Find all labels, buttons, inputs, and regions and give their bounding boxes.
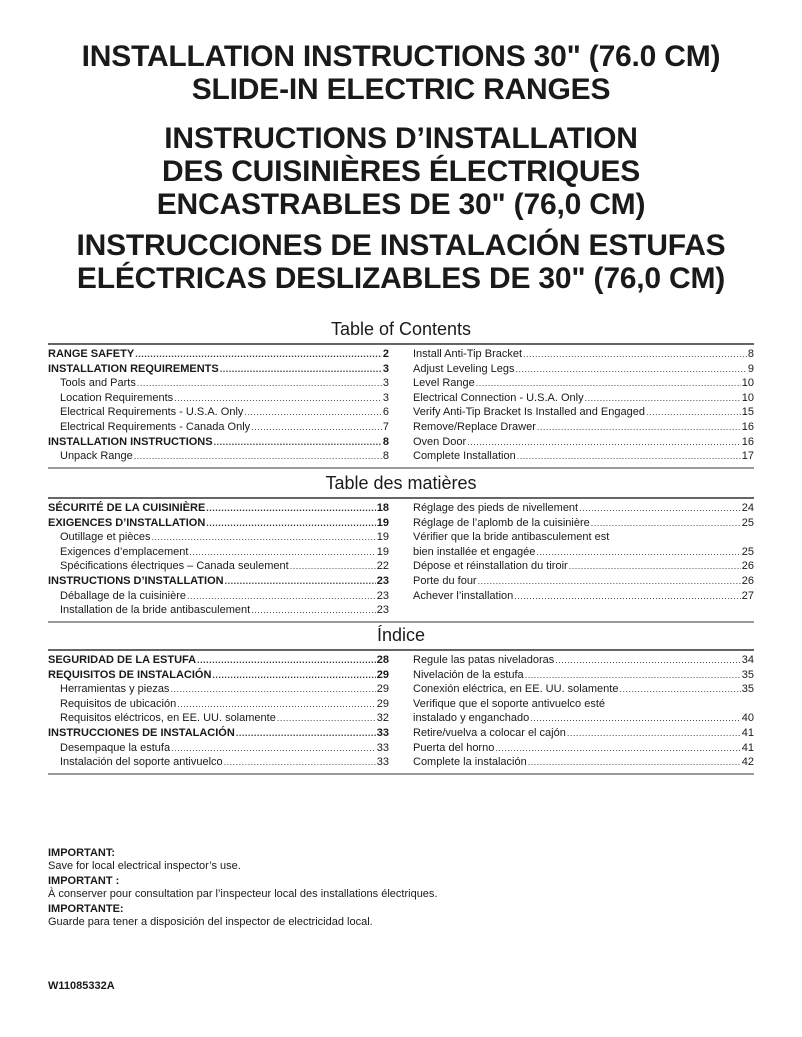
toc-entry[interactable] bbox=[413, 574, 754, 589]
toc-right-column bbox=[413, 347, 754, 464]
dot-leader bbox=[525, 668, 741, 683]
toc-entry[interactable] bbox=[413, 741, 754, 756]
toc-entry[interactable] bbox=[48, 668, 389, 683]
dot-leader bbox=[236, 726, 376, 741]
toc-entry-title: Retire/vuelva a colocar el cajón bbox=[413, 726, 566, 739]
toc-heading: Table des matières bbox=[325, 473, 477, 493]
toc-entry[interactable] bbox=[48, 755, 389, 770]
toc-page-number: 23 bbox=[376, 574, 389, 587]
toc-page-number: 29 bbox=[376, 668, 389, 681]
toc-page-number: 28 bbox=[376, 654, 389, 666]
toc-entry[interactable] bbox=[413, 420, 754, 435]
dot-leader bbox=[567, 726, 741, 741]
dot-leader bbox=[212, 668, 375, 683]
toc-entry-title: Complete la instalación bbox=[413, 756, 527, 769]
dot-leader bbox=[646, 405, 741, 420]
toc-english bbox=[48, 318, 754, 469]
toc-entry[interactable] bbox=[413, 405, 754, 420]
toc-left-column bbox=[48, 653, 389, 770]
toc-entry[interactable] bbox=[48, 420, 389, 435]
dot-leader bbox=[528, 755, 741, 770]
toc-entry[interactable] bbox=[48, 682, 389, 697]
toc-page-number: 8 bbox=[382, 450, 389, 463]
dot-leader bbox=[495, 741, 740, 756]
dot-leader bbox=[170, 682, 375, 697]
toc-divider bbox=[48, 467, 754, 469]
toc-page-number: 3 bbox=[382, 362, 389, 375]
toc-entry[interactable] bbox=[413, 347, 754, 362]
dot-leader bbox=[478, 574, 741, 589]
toc-entry[interactable] bbox=[413, 682, 754, 697]
toc-entry-title: SEGURIDAD DE LA ESTUFA bbox=[48, 654, 197, 666]
toc-entry-title: Conexión eléctrica, en EE. UU. solamente bbox=[413, 683, 619, 696]
toc-entry[interactable] bbox=[48, 530, 389, 545]
toc-entry[interactable] bbox=[413, 449, 754, 464]
toc-entry[interactable] bbox=[413, 589, 754, 604]
toc-page-number: 42 bbox=[741, 756, 754, 769]
toc-entry[interactable] bbox=[48, 741, 389, 756]
title-line: INSTRUCCIONES DE INSTALACIÓN ESTUFAS bbox=[76, 229, 726, 262]
toc-page-number: 24 bbox=[741, 502, 754, 514]
toc-entry-title: Exigences d’emplacement bbox=[60, 545, 189, 558]
toc-page-number: 3 bbox=[382, 377, 389, 390]
toc-page-number: 35 bbox=[741, 683, 754, 696]
toc-entry-title: Instalación del soporte antivuelco bbox=[60, 756, 223, 769]
toc-entry-title: SÉCURITÉ DE LA CUISINIÈRE bbox=[48, 502, 206, 514]
toc-entry-title: Installation de la bride antibasculement bbox=[60, 604, 251, 617]
toc-entry[interactable] bbox=[413, 516, 754, 531]
dot-leader bbox=[177, 697, 376, 712]
dot-leader bbox=[476, 376, 741, 391]
toc-page-number: 41 bbox=[741, 726, 754, 739]
toc-entry-title: Oven Door bbox=[413, 435, 467, 448]
toc-page-number: 19 bbox=[376, 531, 389, 544]
toc-entry-line: Vérifier que la bride antibasculement est bbox=[413, 531, 610, 544]
note-label: IMPORTANTE: bbox=[48, 903, 124, 915]
title-line: ENCASTRABLES DE 30" (76,0 CM) bbox=[156, 188, 646, 221]
toc-entry-title: Réglage des pieds de nivellement bbox=[413, 502, 579, 514]
dot-leader bbox=[174, 391, 382, 406]
dot-leader bbox=[569, 559, 741, 574]
toc-page-number: 25 bbox=[741, 545, 754, 558]
toc-entry[interactable] bbox=[48, 653, 389, 668]
toc-page-number: 10 bbox=[741, 377, 754, 390]
dot-leader bbox=[225, 574, 376, 589]
toc-page-number: 25 bbox=[741, 516, 754, 529]
dot-leader bbox=[251, 420, 382, 435]
toc-entry[interactable] bbox=[48, 589, 389, 604]
note-text: À conserver pour consultation par l’inspecteur local des installations électriques. bbox=[48, 888, 438, 900]
toc-page-number: 27 bbox=[741, 589, 754, 602]
toc-entry[interactable] bbox=[413, 726, 754, 741]
dot-leader bbox=[137, 376, 382, 391]
toc-entry-title: Déballage de la cuisinière bbox=[60, 589, 186, 602]
dot-leader bbox=[523, 347, 747, 362]
toc-page-number: 32 bbox=[376, 712, 389, 725]
toc-page-number: 7 bbox=[382, 420, 389, 433]
dot-leader bbox=[530, 711, 741, 726]
toc-entry[interactable] bbox=[48, 559, 389, 574]
dot-leader bbox=[251, 603, 376, 618]
toc-entry[interactable] bbox=[413, 545, 754, 560]
toc-entry-title: Regule las patas niveladoras bbox=[413, 654, 555, 666]
toc-entry[interactable] bbox=[48, 603, 389, 618]
dot-leader bbox=[277, 711, 376, 726]
dot-leader bbox=[467, 435, 741, 450]
toc-page-number: 2 bbox=[382, 348, 389, 360]
note-label: IMPORTANT: bbox=[48, 847, 116, 859]
dot-leader bbox=[514, 589, 740, 604]
toc-left-column bbox=[48, 501, 389, 618]
toc-page-number: 23 bbox=[376, 604, 389, 617]
toc-divider bbox=[48, 773, 754, 775]
toc-entry-title: Adjust Leveling Legs bbox=[413, 362, 515, 375]
part-number: W11085332A bbox=[48, 980, 115, 992]
toc-entry-title: Herramientas y piezas bbox=[60, 683, 170, 696]
toc-page-number: 22 bbox=[376, 560, 389, 573]
toc-page-number: 15 bbox=[741, 406, 754, 419]
toc-entry-title: Electrical Requirements - U.S.A. Only bbox=[60, 406, 244, 419]
toc-page-number: 41 bbox=[741, 741, 754, 754]
toc-page-number: 18 bbox=[376, 502, 389, 514]
toc-entry[interactable] bbox=[413, 559, 754, 574]
dot-leader bbox=[206, 501, 375, 516]
toc-entry[interactable] bbox=[413, 668, 754, 683]
toc-page-number: 8 bbox=[382, 435, 389, 448]
toc-entry[interactable] bbox=[413, 362, 754, 377]
toc-entry-title: Unpack Range bbox=[60, 450, 133, 463]
toc-entry[interactable] bbox=[413, 391, 754, 406]
toc-entry-title: Desempaque la estufa bbox=[60, 741, 171, 754]
toc-entry[interactable] bbox=[48, 501, 389, 516]
toc-page-number: 23 bbox=[376, 589, 389, 602]
toc-page-number: 3 bbox=[382, 391, 389, 404]
dot-leader bbox=[585, 391, 741, 406]
dot-leader bbox=[214, 435, 382, 450]
toc-entry-title: INSTALLATION REQUIREMENTS bbox=[48, 362, 219, 375]
toc-entry[interactable] bbox=[48, 726, 389, 741]
toc-entry[interactable] bbox=[413, 435, 754, 450]
toc-entry-title: RANGE SAFETY bbox=[48, 348, 135, 360]
toc-entry-title: bien installée et engagée bbox=[413, 545, 536, 558]
toc-spanish bbox=[48, 624, 754, 775]
toc-page-number: 40 bbox=[741, 712, 754, 725]
toc-entry[interactable] bbox=[48, 574, 389, 589]
toc-entry[interactable] bbox=[48, 362, 389, 377]
toc-entry-title: Verify Anti-Tip Bracket Is Installed and Engaged bbox=[413, 406, 645, 419]
toc-entry[interactable] bbox=[48, 449, 389, 464]
toc-entry-title: Porte du four bbox=[413, 574, 477, 587]
toc-entry[interactable] bbox=[48, 391, 389, 406]
title-english bbox=[0, 40, 802, 106]
dot-leader bbox=[135, 347, 382, 362]
toc-entry-title: INSTALLATION INSTRUCTIONS bbox=[48, 435, 213, 448]
dot-leader bbox=[579, 501, 741, 516]
toc-page-number: 26 bbox=[741, 560, 754, 573]
toc-page-number: 19 bbox=[376, 545, 389, 558]
dot-leader bbox=[591, 516, 741, 531]
toc-entry[interactable] bbox=[48, 516, 389, 531]
note-text: Guarde para tener a disposición del inspector de electricidad local. bbox=[48, 916, 373, 928]
toc-page-number: 33 bbox=[376, 741, 389, 754]
toc-entry[interactable] bbox=[48, 545, 389, 560]
toc-entry-title: Outillage et pièces bbox=[60, 531, 151, 544]
toc-entry-title: EXIGENCES D’INSTALLATION bbox=[48, 516, 206, 529]
toc-entry-title: Requisitos de ubicación bbox=[60, 697, 177, 710]
toc-entry[interactable] bbox=[48, 697, 389, 712]
dot-leader bbox=[555, 653, 740, 668]
toc-entry-title: Electrical Connection - U.S.A. Only bbox=[413, 391, 584, 404]
toc-page-number: 33 bbox=[376, 756, 389, 769]
dot-leader bbox=[134, 449, 382, 464]
toc-entry-title: instalado y enganchado bbox=[413, 712, 530, 725]
toc-page-number: 17 bbox=[741, 450, 754, 463]
title-french bbox=[0, 122, 802, 221]
toc-page-number: 35 bbox=[741, 668, 754, 681]
toc-entry[interactable] bbox=[48, 711, 389, 726]
toc-right-column bbox=[413, 653, 754, 770]
toc-entry[interactable] bbox=[413, 711, 754, 726]
important-notes bbox=[48, 847, 438, 929]
toc-entry-title: Réglage de l’aplomb de la cuisinière bbox=[413, 516, 590, 529]
toc-entry-title: Spécifications électriques – Canada seulement bbox=[60, 560, 289, 573]
toc-page-number: 9 bbox=[747, 362, 754, 375]
toc-right-column bbox=[413, 501, 754, 618]
toc-entry[interactable] bbox=[413, 501, 754, 516]
dot-leader bbox=[516, 362, 747, 377]
toc-entry[interactable] bbox=[48, 405, 389, 420]
toc-entry-title: Requisitos eléctricos, en EE. UU. solamente bbox=[60, 712, 276, 725]
toc-page-number: 16 bbox=[741, 420, 754, 433]
toc-entry-title: REQUISITOS DE INSTALACIÓN bbox=[48, 668, 212, 681]
toc-heading: Índice bbox=[376, 625, 426, 645]
toc-entry-title: Level Range bbox=[413, 377, 475, 390]
dot-leader bbox=[290, 559, 376, 574]
toc-heading: Table of Contents bbox=[330, 319, 472, 339]
toc-page-number: 29 bbox=[376, 697, 389, 710]
dot-leader bbox=[224, 755, 376, 770]
toc-page-number: 16 bbox=[741, 435, 754, 448]
toc-page-number: 8 bbox=[747, 348, 754, 360]
toc-entry-title: Puerta del horno bbox=[413, 741, 495, 754]
dot-leader bbox=[189, 545, 375, 560]
toc-page-number: 19 bbox=[376, 516, 389, 529]
toc-entry-title: Electrical Requirements - Canada Only bbox=[60, 420, 251, 433]
dot-leader bbox=[171, 741, 376, 756]
toc-left-column bbox=[48, 347, 389, 464]
note-label: IMPORTANT : bbox=[48, 875, 120, 887]
dot-leader bbox=[220, 362, 382, 377]
dot-leader bbox=[197, 653, 376, 668]
dot-leader bbox=[152, 530, 376, 545]
toc-entry[interactable] bbox=[48, 376, 389, 391]
toc-entry-title: Remove/Replace Drawer bbox=[413, 420, 536, 433]
dot-leader bbox=[517, 449, 741, 464]
toc-entry-title: Complete Installation bbox=[413, 450, 516, 463]
toc-entry-title: Tools and Parts bbox=[60, 377, 136, 390]
title-area bbox=[0, 40, 802, 295]
title-spanish bbox=[0, 229, 802, 295]
dot-leader bbox=[619, 682, 740, 697]
dot-leader bbox=[206, 516, 375, 531]
toc-entry-line: Verifique que el soporte antivuelco esté bbox=[413, 697, 606, 710]
toc-page-number: 29 bbox=[376, 683, 389, 696]
toc-page-number: 34 bbox=[741, 654, 754, 666]
toc-page-number: 6 bbox=[382, 406, 389, 419]
toc-entry[interactable] bbox=[413, 376, 754, 391]
toc-entry-title: Install Anti-Tip Bracket bbox=[413, 348, 523, 360]
toc-divider bbox=[48, 621, 754, 623]
toc-page-number: 33 bbox=[376, 726, 389, 739]
toc-entry[interactable] bbox=[48, 435, 389, 450]
title-line: INSTRUCTIONS D’INSTALLATION bbox=[164, 122, 638, 155]
dot-leader bbox=[537, 420, 741, 435]
toc-entry[interactable] bbox=[413, 755, 754, 770]
title-line: ELÉCTRICAS DESLIZABLES DE 30" (76,0 CM) bbox=[76, 262, 726, 295]
toc-page-number: 26 bbox=[741, 574, 754, 587]
title-line: SLIDE-IN ELECTRIC RANGES bbox=[191, 73, 611, 106]
toc-entry-title: Achever l’installation bbox=[413, 589, 514, 602]
dot-leader bbox=[536, 545, 740, 560]
toc-entry-title: INSTRUCCIONES DE INSTALACIÓN bbox=[48, 726, 235, 739]
dot-leader bbox=[244, 405, 381, 420]
dot-leader bbox=[187, 589, 376, 604]
title-line: DES CUISINIÈRES ÉLECTRIQUES bbox=[161, 155, 640, 188]
title-line: INSTALLATION INSTRUCTIONS 30" (76.0 CM) bbox=[81, 40, 721, 73]
toc-entry-title: Dépose et réinstallation du tiroir bbox=[413, 560, 568, 573]
toc-page-number: 10 bbox=[741, 391, 754, 404]
note-text: Save for local electrical inspector’s use. bbox=[48, 860, 241, 872]
toc-french bbox=[48, 472, 754, 623]
toc-entry-title: Location Requirements bbox=[60, 391, 174, 404]
toc-entry[interactable] bbox=[48, 347, 389, 362]
toc-entry[interactable] bbox=[413, 653, 754, 668]
toc-entry-title: Nivelación de la estufa bbox=[413, 668, 524, 681]
toc-entry-title: INSTRUCTIONS D’INSTALLATION bbox=[48, 574, 224, 587]
